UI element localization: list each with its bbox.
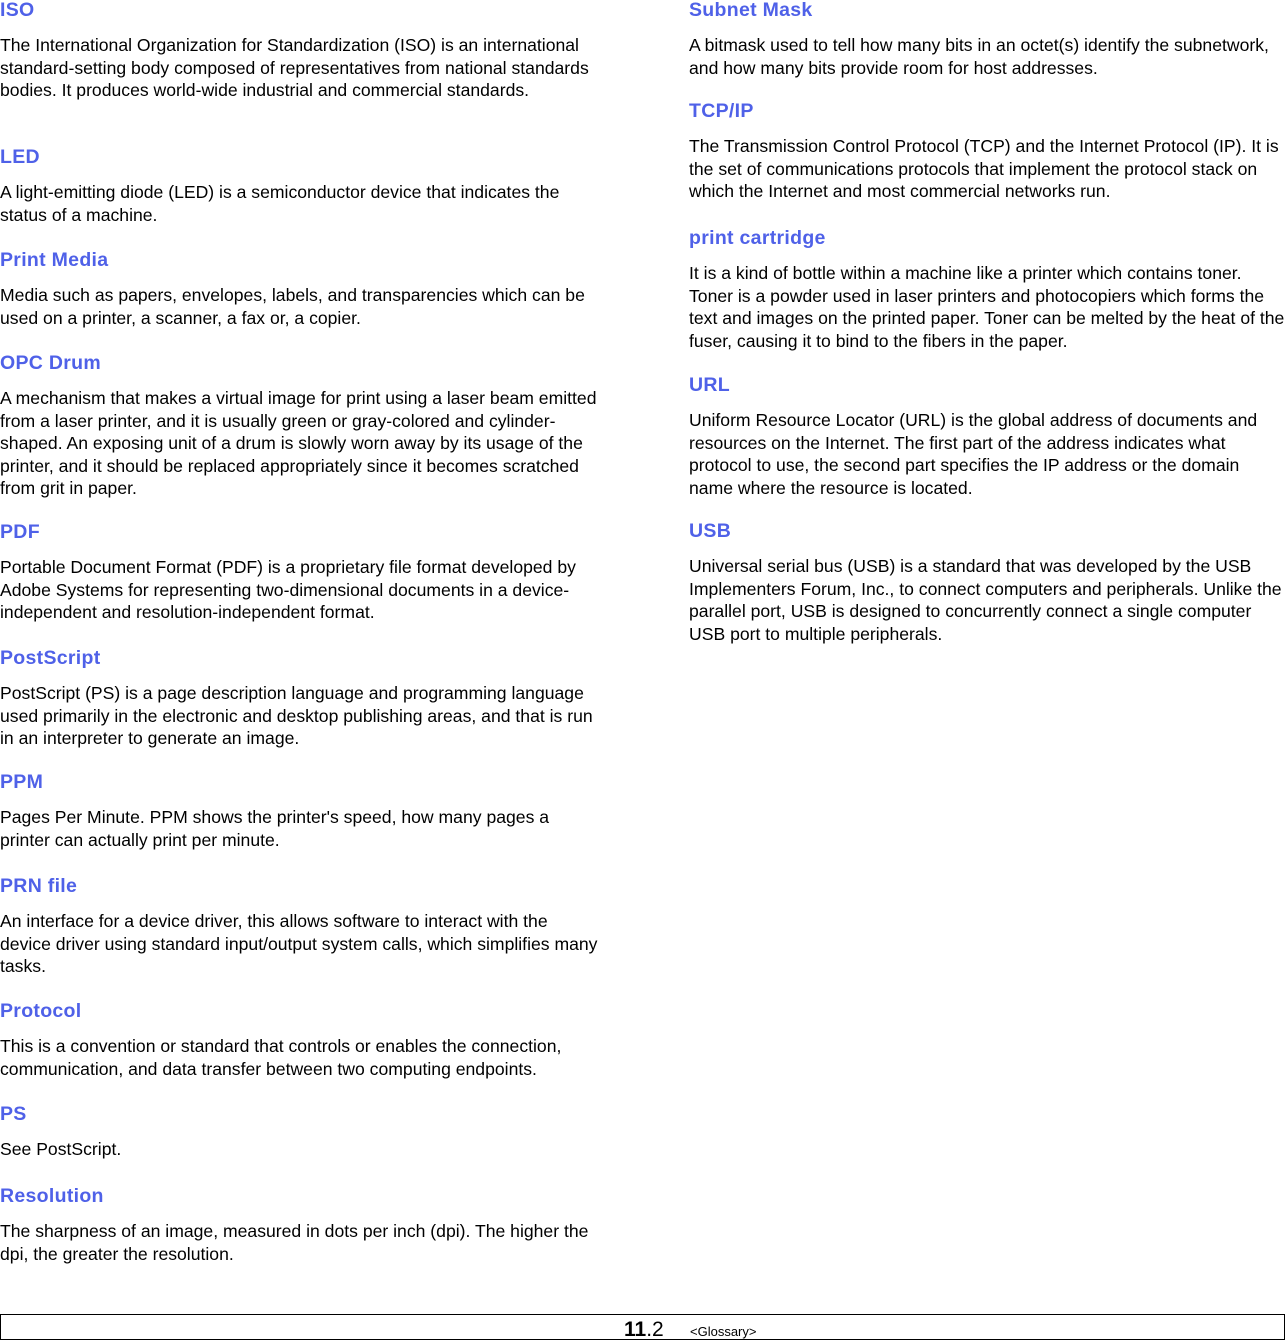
glossary-definition: This is a convention or standard that controls or enables the connection, communication, and data transfer between two computing endpoints. <box>0 1036 562 1079</box>
glossary-definition: An interface for a device driver, this allows software to interact with the device driver using standard input/output system calls, which simplifies many tasks. <box>0 911 598 977</box>
glossary-definition: The Transmission Control Protocol (TCP) and the Internet Protocol (IP). It is the set of communications protocols that implement the protocol stack on which the Internet and most commercial networks run. <box>689 136 1279 202</box>
glossary-entry-print-media <box>0 250 600 353</box>
glossary-definition: Portable Document Format (PDF) is a proprietary file format developed by Adobe Systems for representing two-dimensional documents in a device-independent and resolution-independent format. <box>0 557 576 623</box>
glossary-term: PostScript <box>0 647 101 669</box>
glossary-definition: Uniform Resource Locator (URL) is the global address of documents and resources on the Internet. The first part of the address indicates what protocol to use, the second part specifies the IP address or the domain name where the resource is located. <box>689 410 1258 498</box>
glossary-left-column <box>0 0 600 1265</box>
glossary-definition: Pages Per Minute. PPM shows the printer's speed, how many pages a printer can actually print per minute. <box>0 807 550 850</box>
glossary-entry-pdf <box>0 522 600 648</box>
glossary-term: URL <box>689 374 730 396</box>
glossary-term: PS <box>0 1103 27 1125</box>
glossary-definition: Media such as papers, envelopes, labels, and transparencies which can be used on a printer, a scanner, a fax or, a copier. <box>0 285 585 328</box>
glossary-term: TCP/IP <box>689 100 754 122</box>
glossary-entry-resolution <box>0 1186 600 1265</box>
glossary-definition: The sharpness of an image, measured in dots per inch (dpi). The higher the dpi, the greater the resolution. <box>0 1221 589 1264</box>
page-index: .2 <box>646 1318 664 1341</box>
glossary-term: OPC Drum <box>0 352 101 374</box>
glossary-entry-usb <box>689 521 1285 645</box>
glossary-definition: PostScript (PS) is a page description language and programming language used primarily in the electronic and desktop publishing areas, and that is run in an interpreter to generate an image. <box>0 683 593 749</box>
glossary-definition: A mechanism that makes a virtual image for print using a laser beam emitted from a laser printer, and it is usually green or gray-colored and cylinder-shaped. An exposing unit of a drum is slowly worn away by its usage of the printer, and it should be replaced appropriately since it becomes scratched from grit in paper. <box>0 388 597 499</box>
glossary-term: print cartridge <box>689 227 826 249</box>
page-number <box>624 1318 664 1342</box>
glossary-entry-url <box>689 375 1285 521</box>
glossary-term: PDF <box>0 521 40 543</box>
glossary-term: USB <box>689 520 732 542</box>
glossary-entry-iso <box>0 0 600 147</box>
glossary-term: Subnet Mask <box>689 0 813 21</box>
glossary-term: ISO <box>0 0 35 21</box>
glossary-definition: A bitmask used to tell how many bits in an octet(s) identify the subnetwork, and how many bits provide room for host addresses. <box>689 35 1269 78</box>
glossary-term: Protocol <box>0 1000 82 1022</box>
glossary-definition: A light-emitting diode (LED) is a semiconductor device that indicates the status of a machine. <box>0 182 560 225</box>
glossary-definition: It is a kind of bottle within a machine like a printer which contains toner. Toner is a powder used in laser printers and photocopiers which forms the text and images on the printed paper. Toner can be melted by the heat of the fuser, causing it to bind to the fibers in the paper. <box>689 263 1285 351</box>
glossary-term: Resolution <box>0 1185 104 1207</box>
glossary-entry-opc-drum <box>0 353 600 522</box>
chapter-number: 11 <box>624 1318 647 1341</box>
glossary-entry-print-cartridge <box>689 228 1285 375</box>
glossary-entry-prn-file <box>0 876 600 1001</box>
glossary-entry-subnet-mask <box>689 0 1285 101</box>
glossary-definition: Universal serial bus (USB) is a standard that was developed by the USB Implementers Forum, Inc., to connect computers and peripherals. Unlike the parallel port, USB is designed to concurrently connect a single computer USB port to multiple peripherals. <box>689 556 1282 644</box>
glossary-term: Print Media <box>0 249 109 271</box>
glossary-entry-ps <box>0 1104 600 1186</box>
glossary-entry-led <box>0 147 600 250</box>
glossary-term: PPM <box>0 771 44 793</box>
glossary-definition: See PostScript. <box>0 1139 122 1159</box>
glossary-entry-protocol <box>0 1001 600 1104</box>
glossary-right-column <box>689 0 1285 645</box>
glossary-entry-ppm <box>0 772 600 876</box>
glossary-entry-tcp-ip <box>689 101 1285 228</box>
glossary-term: PRN file <box>0 875 78 897</box>
glossary-entry-postscript <box>0 648 600 772</box>
glossary-definition: The International Organization for Standardization (ISO) is an international standard-setting body composed of representatives from national standards bodies. It produces world-wide industrial and commercial standards. <box>0 35 589 101</box>
glossary-term: LED <box>0 146 40 168</box>
section-label: <Glossary> <box>690 1324 757 1339</box>
page-footer <box>0 1314 1285 1340</box>
